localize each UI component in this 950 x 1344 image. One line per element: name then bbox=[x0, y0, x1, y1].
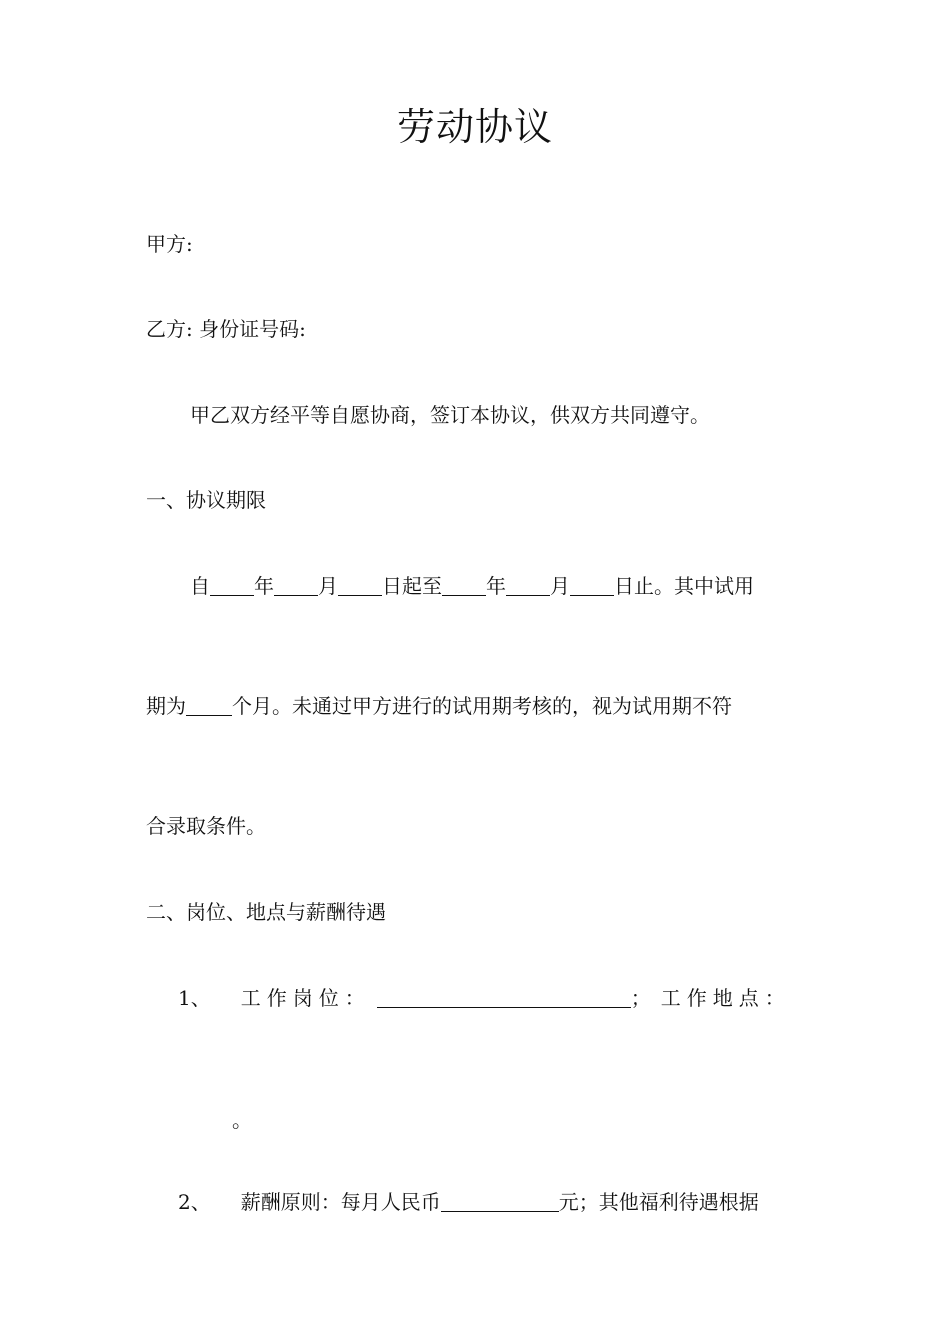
item2-salary-label: 薪酬原则：每月人民币 bbox=[240, 1190, 441, 1214]
section1-probation-line bbox=[146, 692, 732, 720]
section1-probation-end: 合录取条件。 bbox=[146, 814, 266, 838]
item2-salary-rest: 元；其他福利待遇根据 bbox=[558, 1190, 759, 1214]
item1-number: 1、 bbox=[178, 986, 211, 1010]
start-day-blank[interactable] bbox=[338, 575, 382, 596]
probation-text-rest: 个月。未通过甲方进行的试用期考核的，视为试用期不符 bbox=[232, 694, 732, 718]
term-text-year: 年 bbox=[254, 574, 274, 598]
start-year-blank[interactable] bbox=[210, 575, 254, 596]
end-day-blank[interactable] bbox=[570, 575, 614, 596]
job-position-blank[interactable] bbox=[377, 987, 631, 1008]
item1-location-end: 。 bbox=[232, 1108, 252, 1132]
probation-months-blank[interactable] bbox=[186, 695, 232, 716]
probation-text-start: 期为 bbox=[146, 694, 186, 718]
item2-number: 2、 bbox=[178, 1190, 211, 1214]
item1-location-label: 工作地点： bbox=[660, 986, 791, 1010]
term-text-until: 日起至 bbox=[382, 574, 442, 598]
term-text-month: 月 bbox=[318, 574, 338, 598]
term-text-month2: 月 bbox=[550, 574, 570, 598]
item1-separator: ； bbox=[630, 986, 651, 1010]
term-text-end: 日止。其中试用 bbox=[614, 574, 754, 598]
intro-paragraph: 甲乙双方经平等自愿协商，签订本协议，供双方共同遵守。 bbox=[190, 403, 710, 427]
section2-item2-line bbox=[178, 1188, 759, 1216]
start-month-blank[interactable] bbox=[274, 575, 318, 596]
end-month-blank[interactable] bbox=[506, 575, 550, 596]
section2-heading: 二、岗位、地点与薪酬待遇 bbox=[146, 900, 386, 924]
section1-term-line bbox=[190, 572, 754, 600]
section2-item1-line bbox=[178, 984, 791, 1012]
section1-heading: 一、协议期限 bbox=[146, 488, 266, 512]
salary-amount-blank[interactable] bbox=[441, 1191, 559, 1212]
term-text-year2: 年 bbox=[486, 574, 506, 598]
term-text-from: 自 bbox=[190, 574, 210, 598]
document-title: 劳动协议 bbox=[396, 105, 553, 149]
party-a-line: 甲方: bbox=[146, 232, 193, 256]
item1-position-label: 工作岗位： bbox=[240, 986, 371, 1010]
end-year-blank[interactable] bbox=[442, 575, 486, 596]
party-b-line: 乙方: 身份证号码: bbox=[146, 317, 306, 341]
